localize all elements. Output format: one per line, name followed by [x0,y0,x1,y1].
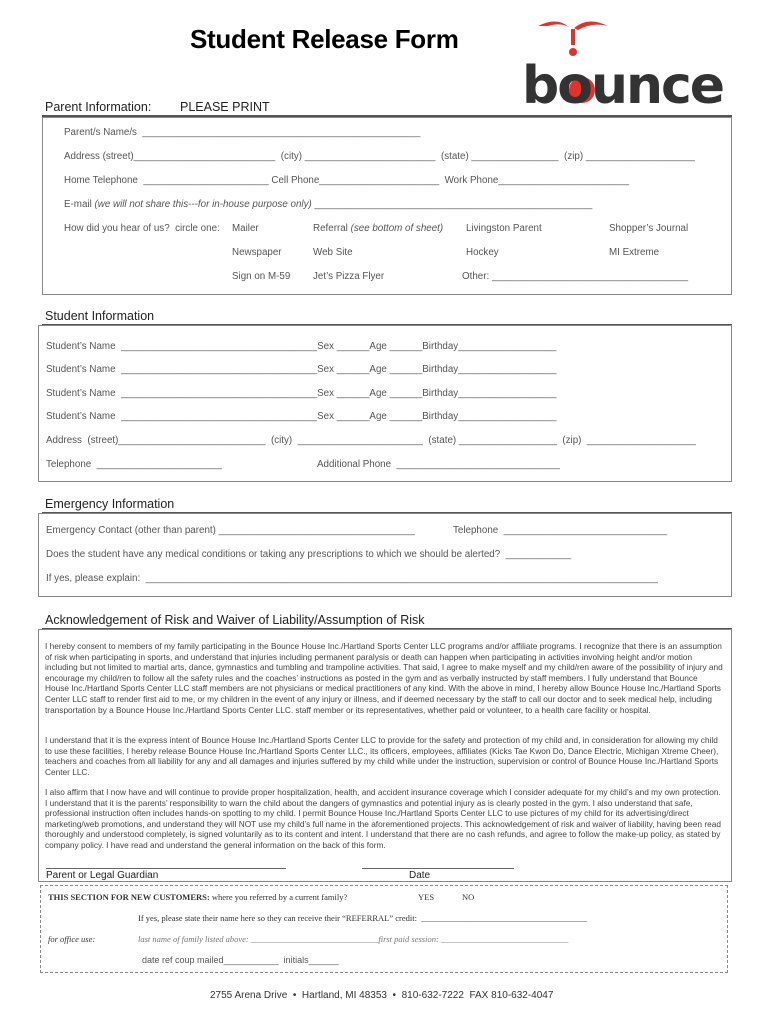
office-last-name-field[interactable]: last name of family listed above: ______________________________first paid session: ______________________________ [138,934,569,944]
footer-phone: 810-632-7222 FAX 810-632-4047 [401,990,554,1001]
option-jets[interactable]: Jet’s Pizza Flyer [313,271,385,282]
emergency-contact-field[interactable]: Emergency Contact (other than parent) ____________________________________ [46,525,415,536]
option-mi-extreme[interactable]: MI Extreme [609,247,660,258]
guardian-label: Parent or Legal Guardian [46,870,159,881]
student-section-heading: Student Information [45,309,155,323]
email-label: E-mail [64,199,95,210]
page-title: Student Release Form [190,24,459,54]
logo-wordmark: bounce [522,56,724,116]
date-label: Date [409,870,431,881]
referral-yes-option[interactable]: YES [418,892,435,902]
option-referral-note: (see bottom of sheet) [350,223,444,234]
referral-intro-rest: where you referred by a current family? [209,892,348,902]
hear-label: How did you hear of us? circle one: [64,223,220,234]
parent-names-field[interactable]: Parent/s Name/s ___________________________________________________ [64,127,421,138]
date-signature-line[interactable] [362,868,514,869]
student-row[interactable]: Student’s Name ____________________________________Sex ______Age ______Birthday__________________ [46,364,557,375]
waiver-paragraph-1: I hereby consent to members of my family participating in the Bounce House Inc./Hartland Sports Center LLC programs and/or affiliate programs. I recognize that there is an assumption of risk when participating in sports, and understand that injuries including permanent paralysis or death can happen when participating in activities involving height and/or motion including but not limited to martial arts, dance, gymnastics and tumbling and trampoline activities. That said, I agree to make myself and my child/ren aware of the possibility of injury and encourage my child/ren to follow all the safety rules and the coaches’ instructions as posted in the gym and as verbally instructed by staff members. I fully understand that Bounce House Inc./Hartland Sports Center LLC staff members are not physicians or medical practitioners of any kind. With the above in mind, I hereby allow Bounce House Inc./Hartland Sports Center LLC staff to render first aid to me, or my children in the event of any injury or illness, and if deemed necessary by the staff to call our doctor and to seek medical help, including transportation by a Bounce House Inc./Hartland Sports Center LLC. staff member or its representatives, whether paid or volunteer, to a health care facility or hospital. [45,641,723,715]
waiver-section-heading: Acknowledgement of Risk and Waiver of Liability/Assumption of Risk [45,613,425,627]
option-sign[interactable]: Sign on M-59 [232,271,291,282]
student-row[interactable]: Student’s Name ____________________________________Sex ______Age ______Birthday__________________ [46,388,557,399]
parent-address-field[interactable]: Address (street)__________________________ (city) ________________________ (state) ________________ (zip) ____________________ [64,151,695,162]
email-note: (we will not share this---for in-house purpose only) [94,199,312,210]
referral-no-option[interactable]: NO [462,892,475,902]
office-date-ref-field[interactable]: date ref coup mailed___________ initials______ [142,955,339,965]
student-telephone-field[interactable]: Telephone _______________________ [46,459,222,470]
option-shoppers[interactable]: Shopper’s Journal [609,223,689,234]
medical-explain-field[interactable]: If yes, please explain: ______________________________________________________________________________________________ [46,573,658,584]
office-use-label: for office use: [48,934,96,944]
footer-address: 2755 Arena Drive [210,990,288,1001]
print-note: PLEASE PRINT [180,100,270,114]
student-row[interactable]: Student’s Name ____________________________________Sex ______Age ______Birthday__________________ [46,411,557,422]
student-additional-phone-field[interactable]: Additional Phone ______________________________ [317,459,560,470]
referral-credit-field[interactable]: If yes, please state their name here so they can receive their “REFERRAL” credit: _______________________________________ [138,913,587,923]
option-website[interactable]: Web Site [313,247,353,258]
footer-bullet: • [392,990,397,1001]
waiver-paragraph-2: I understand that it is the express intent of Bounce House Inc./Hartland Sports Center LLC to provide for the safety and protection of my child and, in consideration for allowing my child to use these facilities, I hereby release Bounce House Inc./Hartland Sports Center LLC., its officers, employees, affiliates (Kicks Tae Kwon Do, Dance Electric, Michigan Xtreme Cheer), teachers and coaches from all liability for any and all damages and injuries suffered by my child while under the instruction, supervision or control of Bounce House Inc./Hartland Sports Center LLC. [45,735,719,777]
emergency-telephone-field[interactable]: Telephone ______________________________ [453,525,668,536]
option-hockey[interactable]: Hockey [466,247,499,258]
parent-phones-field[interactable]: Home Telephone _______________________ Cell Phone______________________ Work Phone________________________ [64,175,630,186]
footer-bullet: • [292,990,297,1001]
referral-intro [48,892,347,902]
referral-intro-bold: THIS SECTION FOR NEW CUSTOMERS: [48,892,210,902]
option-livingston[interactable]: Livingston Parent [466,223,542,234]
footer-city: Hartland, MI 48353 [301,990,387,1001]
medical-conditions-field[interactable]: Does the student have any medical conditions or taking any prescriptions to which we should be alerted? ____________ [46,549,572,560]
emergency-section-heading: Emergency Information [45,497,175,511]
waiver-paragraph-3: I also affirm that I now have and will continue to provide proper hospitalization, health, and accident insurance coverage which I consider adequate for my child’s and my own protection. I understand that it is the parents’ responsibility to warn the child about the dangers of gymnastics and potential injury as is clearly posted in the gym. I also understand that safe, professional instruction often includes hands-on spotting to my child. I permit Bounce House Inc./Hartland Sports Center LLC to use pictures of my child for its advertising/direct marketing/web promotions, and understand they will NOT use my child’s full name in the aforementioned projects. This acknowledgement of risk and waiver of liability, having been read thoroughly and understood completely, is signed voluntarily as to its content and intent. I understand that there are no cash refunds, and agree to follow the make-up policy, as stated by company policy. I have read and understand the general information on the back of this form. [45,787,721,850]
parent-section-heading: Parent Information: [45,100,152,114]
student-address-field[interactable]: Address (street)___________________________ (city) _______________________ (state) __________________ (zip) ____________________ [46,435,696,446]
guardian-signature-line[interactable] [46,868,286,869]
student-row[interactable]: Student’s Name ____________________________________Sex ______Age ______Birthday__________________ [46,341,557,352]
option-other[interactable]: Other: ____________________________________ [462,271,689,282]
email-line: ___________________________________________________ [311,199,593,210]
option-referral[interactable] [313,223,443,234]
option-referral-label: Referral [313,223,351,234]
footer-contact [210,990,553,1001]
parent-email-field[interactable] [64,199,592,210]
option-newspaper[interactable]: Newspaper [232,247,282,258]
option-mailer[interactable]: Mailer [232,223,259,234]
